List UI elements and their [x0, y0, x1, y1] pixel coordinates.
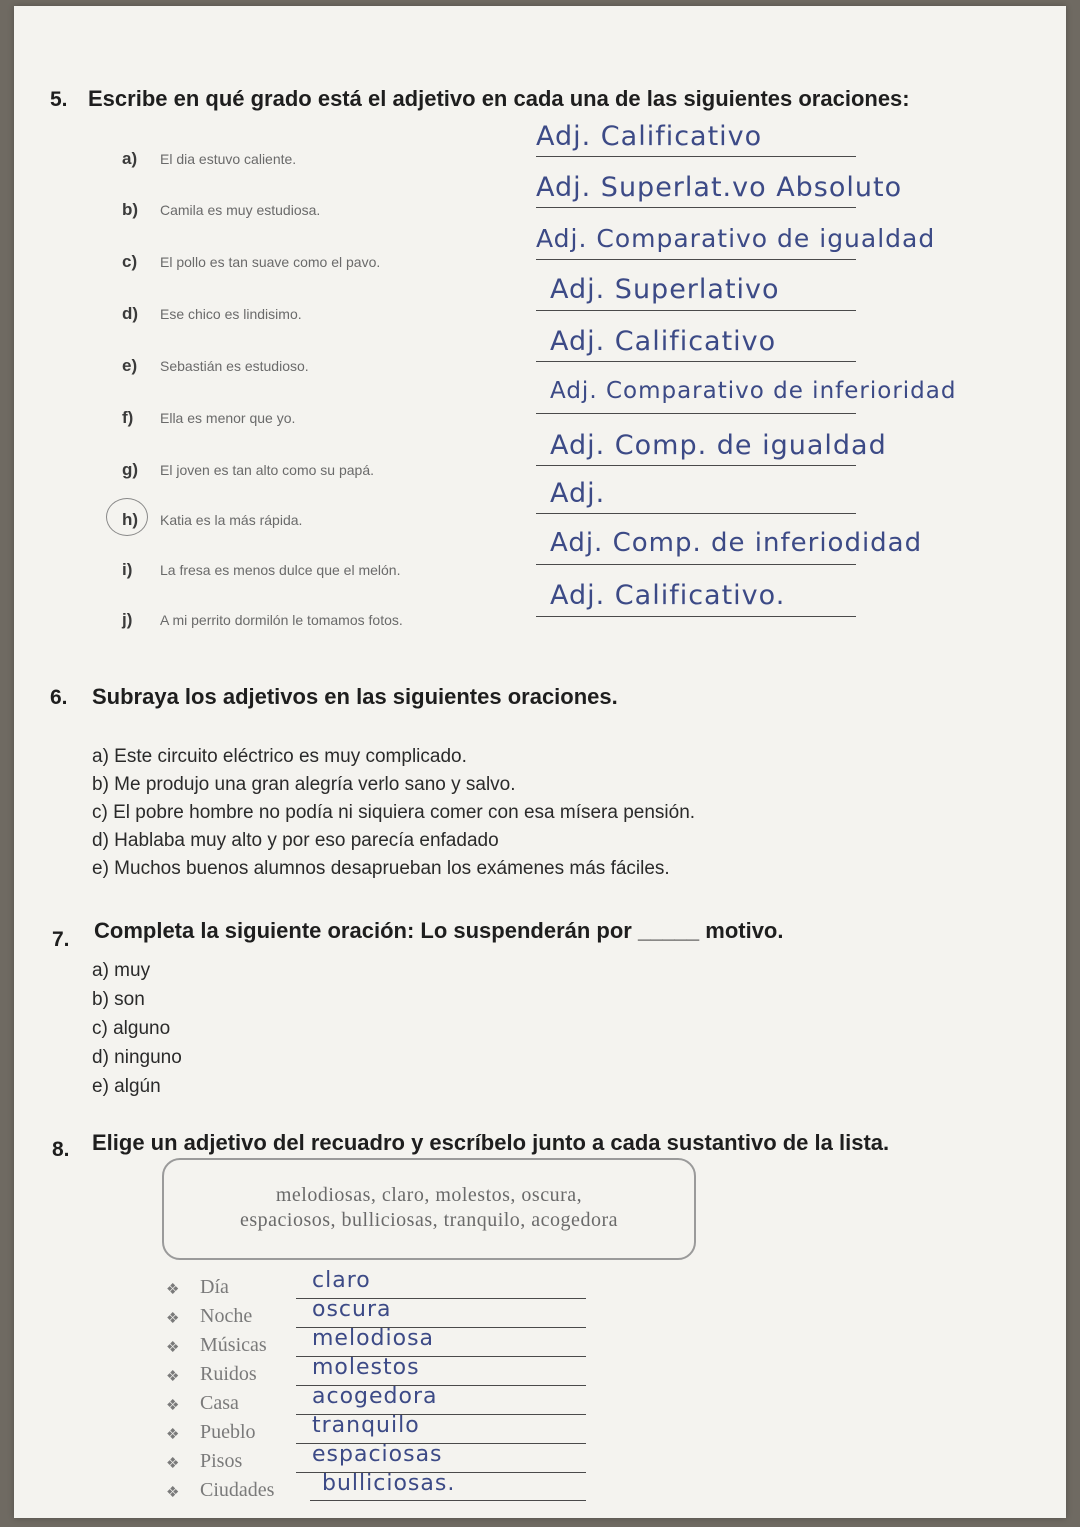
ex6-sentence-d: d) Hablaba muy alto y por eso parecía enfadado — [92, 830, 499, 851]
noun-label: Noche — [200, 1305, 253, 1327]
item-sentence: El joven es tan alto como su papá. — [160, 462, 375, 478]
diamond-bullet-icon: ❖ — [166, 1368, 180, 1385]
noun-label: Casa — [200, 1392, 239, 1414]
ex7-option-c: c) alguno — [92, 1018, 171, 1039]
answer-line — [536, 310, 856, 311]
noun-answer: claro — [312, 1268, 371, 1293]
item-answer: Adj. Comp. de igualdad — [550, 430, 887, 461]
adjective-box-line-1: melodiosas, claro, molestos, oscura, — [275, 1184, 583, 1206]
answer-line — [536, 616, 856, 617]
noun-label: Ruidos — [200, 1363, 257, 1385]
diamond-bullet-icon: ❖ — [166, 1484, 180, 1501]
ex6-sentence-a: a) Este circuito eléctrico es muy complicado. — [92, 746, 467, 767]
ex6-sentence-c: c) El pobre hombre no podía ni siquiera comer con esa mísera pensión. — [92, 802, 696, 823]
answer-line — [536, 513, 856, 514]
noun-answer: melodiosa — [312, 1326, 435, 1351]
item-sentence: El dia estuvo caliente. — [160, 151, 297, 167]
diamond-bullet-icon: ❖ — [166, 1397, 180, 1414]
item-sentence: La fresa es menos dulce que el melón. — [160, 562, 401, 578]
noun-label: Ciudades — [200, 1479, 275, 1501]
item-letter: b) — [122, 200, 139, 219]
ex7-option-e: e) algún — [92, 1076, 161, 1097]
item-sentence: Katia es la más rápida. — [160, 512, 303, 528]
answer-line — [536, 465, 856, 466]
noun-label: Músicas — [200, 1334, 267, 1356]
noun-answer: bulliciosas. — [322, 1471, 456, 1496]
noun-answer: tranquilo — [312, 1413, 420, 1438]
item-letter: d) — [122, 304, 139, 323]
item-letter: f) — [122, 408, 134, 427]
item-answer: Adj. Calificativo — [536, 121, 763, 152]
worksheet-page — [14, 6, 1066, 1518]
answer-line — [536, 259, 856, 260]
item-letter: a) — [122, 149, 138, 168]
item-sentence: El pollo es tan suave como el pavo. — [160, 254, 381, 270]
item-sentence: A mi perrito dormilón le tomamos fotos. — [160, 612, 403, 628]
ex7-title: Completa la siguiente oración: Lo suspenderán por _____ motivo. — [94, 918, 784, 943]
noun-label: Pueblo — [200, 1421, 256, 1443]
item-answer: Adj. Superlat.vo Absoluto — [536, 172, 903, 203]
adjective-box — [162, 1158, 696, 1260]
item-answer: Adj. — [550, 478, 606, 509]
diamond-bullet-icon: ❖ — [166, 1310, 180, 1327]
item-sentence: Ese chico es lindisimo. — [160, 306, 302, 322]
ex6-title: Subraya los adjetivos en las siguientes oraciones. — [92, 684, 618, 709]
ex8-number: 8. — [52, 1138, 70, 1161]
noun-answer: acogedora — [312, 1384, 438, 1409]
ex5-number: 5. — [50, 88, 68, 111]
ex7-number: 7. — [52, 928, 70, 951]
ex7-option-b: b) son — [92, 989, 145, 1010]
ex6-number: 6. — [50, 686, 68, 709]
noun-answer: oscura — [312, 1297, 392, 1322]
noun-answer: molestos — [312, 1355, 420, 1380]
adjective-box-line-2: espaciosos, bulliciosas, tranquilo, acogedora — [240, 1209, 618, 1231]
answer-line — [536, 361, 856, 362]
item-answer: Adj. Comparativo de inferioridad — [550, 378, 957, 404]
answer-line — [536, 156, 856, 157]
item-letter: i) — [122, 560, 133, 579]
ex7-option-a: a) muy — [92, 960, 151, 981]
item-letter: c) — [122, 252, 138, 271]
ex6-sentence-b: b) Me produjo una gran alegría verlo sano y salvo. — [92, 774, 516, 795]
ex8-title: Elige un adjetivo del recuadro y escríbelo junto a cada sustantivo de la lista. — [92, 1130, 890, 1155]
item-letter: g) — [122, 460, 139, 479]
item-letter: h) — [122, 510, 139, 529]
item-answer: Adj. Comparativo de igualdad — [536, 224, 936, 253]
ex5-title: Escribe en qué grado está el adjetivo en cada una de las siguientes oraciones: — [88, 86, 910, 111]
answer-line — [536, 564, 856, 565]
item-sentence: Camila es muy estudiosa. — [160, 202, 321, 218]
diamond-bullet-icon: ❖ — [166, 1455, 180, 1472]
item-answer: Adj. Calificativo — [550, 326, 777, 357]
answer-line — [536, 207, 856, 208]
item-sentence: Sebastián es estudioso. — [160, 358, 309, 374]
ex6-sentence-e: e) Muchos buenos alumnos desaprueban los exámenes más fáciles. — [92, 858, 670, 879]
item-answer: Adj. Calificativo. — [550, 580, 786, 611]
item-answer: Adj. Superlativo — [550, 274, 780, 305]
noun-answer: espaciosas — [312, 1442, 443, 1467]
diamond-bullet-icon: ❖ — [166, 1281, 180, 1298]
answer-line — [310, 1500, 586, 1501]
noun-label: Día — [200, 1276, 229, 1298]
item-letter: e) — [122, 356, 138, 375]
ex7-option-d: d) ninguno — [92, 1047, 182, 1068]
item-answer: Adj. Comp. de inferiodidad — [550, 528, 923, 558]
diamond-bullet-icon: ❖ — [166, 1339, 180, 1356]
answer-line — [536, 413, 856, 414]
item-letter: j) — [122, 610, 133, 629]
noun-label: Pisos — [200, 1450, 243, 1472]
diamond-bullet-icon: ❖ — [166, 1426, 180, 1443]
item-sentence: Ella es menor que yo. — [160, 410, 296, 426]
